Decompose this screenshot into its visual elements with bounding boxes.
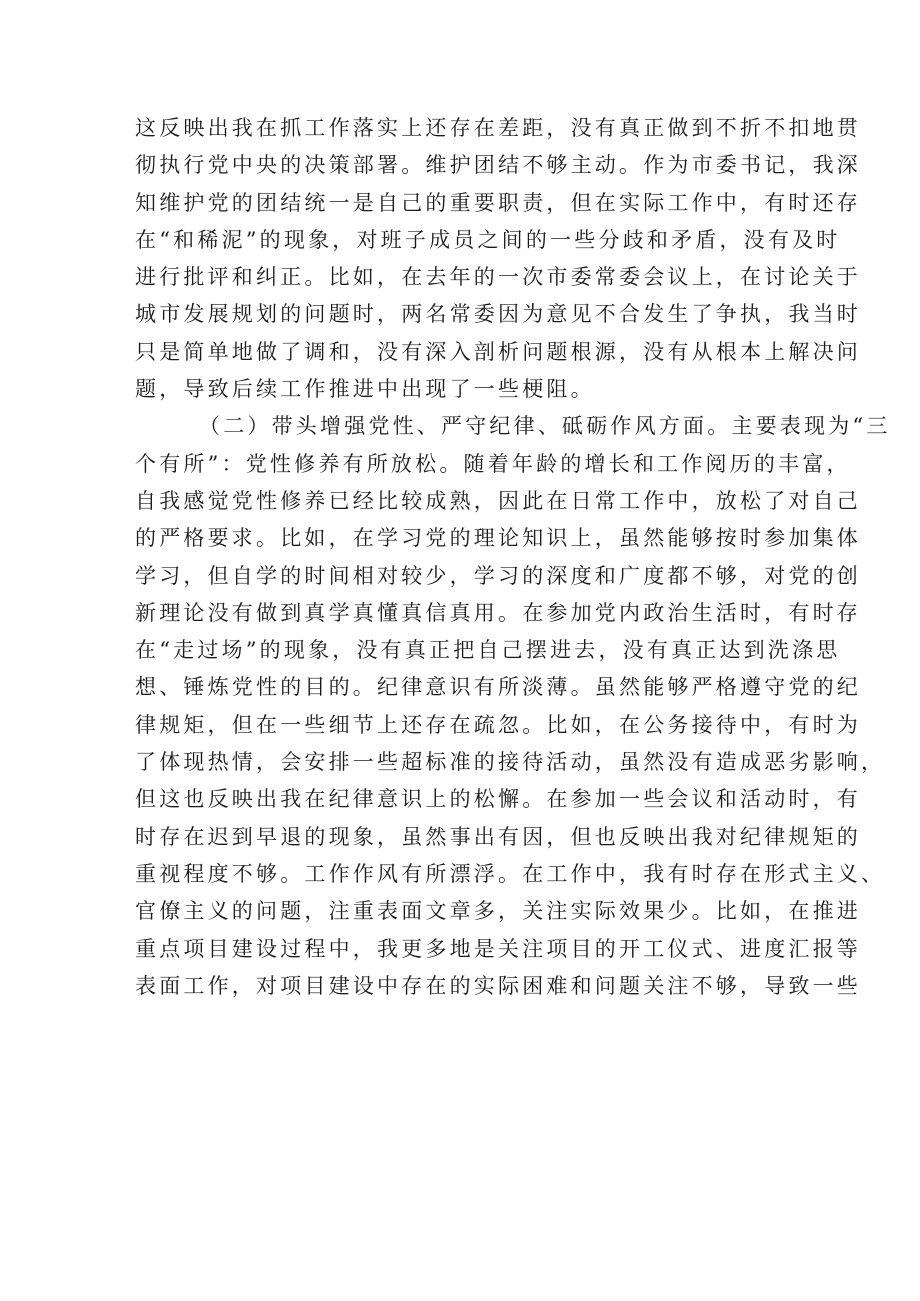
text-line: 重视程度不够。工作作风有所漂浮。在工作中，我有时存在形式主义、 bbox=[135, 861, 886, 886]
text-line: 自我感觉党性修养已经比较成熟，因此在日常工作中，放松了对自己 bbox=[135, 488, 861, 513]
text-line: 进行批评和纠正。比如，在去年的一次市委常委会议上，在讨论关于 bbox=[135, 265, 861, 290]
text-line: 时存在迟到早退的现象，虽然事出有因，但也反映出我对纪律规矩的 bbox=[135, 824, 861, 849]
text-line: 的严格要求。比如，在学习党的理论知识上，虽然能够按时参加集体 bbox=[135, 526, 861, 551]
text-line: 只是简单地做了调和，没有深入剖析问题根源，没有从根本上解决问 bbox=[135, 339, 861, 364]
text-line: 知维护党的团结统一是自己的重要职责，但在实际工作中，有时还存 bbox=[135, 190, 861, 215]
section-heading-line: （二）带头增强党性、严守纪律、砥砺作风方面。主要表现为“三 bbox=[199, 414, 891, 439]
text-line: 城市发展规划的问题时，两名常委因为意见不合发生了争执，我当时 bbox=[135, 302, 861, 327]
text-line: 这反映出我在抓工作落实上还存在差距，没有真正做到不折不扣地贯 bbox=[135, 116, 861, 140]
text-line: 官僚主义的问题，注重表面文章多，关注实际效果少。比如，在推进 bbox=[135, 899, 861, 924]
text-line: 在“和稀泥”的现象，对班子成员之间的一些分歧和矛盾，没有及时 bbox=[135, 227, 841, 252]
text-line: 个有所”：党性修养有所放松。随着年龄的增长和工作阅历的丰富， bbox=[135, 451, 851, 476]
text-line: 学习，但自学的时间相对较少，学习的深度和广度都不够，对党的创 bbox=[135, 563, 861, 588]
text-line: 但这也反映出我在纪律意识上的松懈。在参加一些会议和活动时，有 bbox=[135, 787, 861, 812]
text-line: 想、锤炼党性的目的。纪律意识有所淡薄。虽然能够严格遵守党的纪 bbox=[135, 675, 861, 700]
text-line: 重点项目建设过程中，我更多地是关注项目的开工仪式、进度汇报等 bbox=[135, 936, 861, 961]
text-line: 表面工作，对项目建设中存在的实际困难和问题关注不够，导致一些 bbox=[135, 973, 861, 998]
text-line: 题，导致后续工作推进中出现了一些梗阻。 bbox=[135, 377, 595, 402]
text-line: 律规矩，但在一些细节上还存在疏忽。比如，在公务接待中，有时为 bbox=[135, 712, 861, 737]
body-text bbox=[135, 110, 891, 1005]
text-line: 在“走过场”的现象，没有真正把自己摆进去，没有真正达到洗涤思 bbox=[135, 638, 841, 663]
text-line: 彻执行党中央的决策部署。维护团结不够主动。作为市委书记，我深 bbox=[135, 153, 861, 178]
text-line: 了体现热情，会安排一些超标准的接待活动，虽然没有造成恶劣影响， bbox=[135, 750, 886, 775]
text-line: 新理论没有做到真学真懂真信真用。在参加党内政治生活时，有时存 bbox=[135, 600, 861, 625]
